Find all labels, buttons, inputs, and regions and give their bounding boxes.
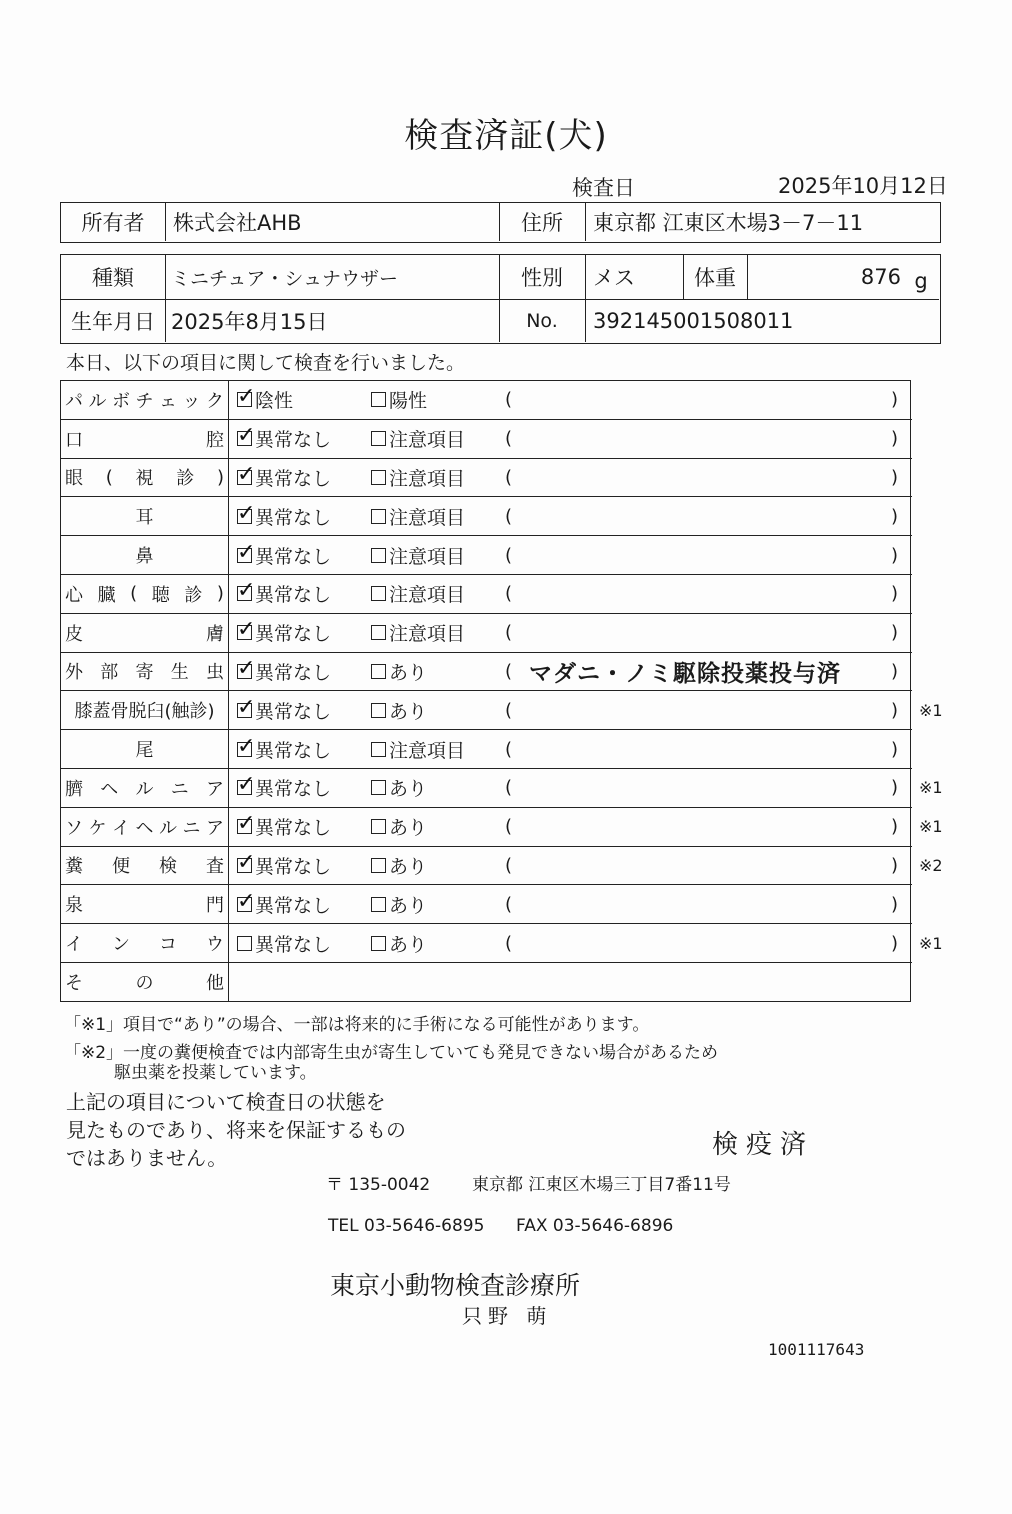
option-label: 異常なし <box>255 700 332 723</box>
option-normal[interactable] <box>237 691 331 729</box>
checkbox[interactable] <box>237 617 256 643</box>
option-abnormal[interactable] <box>371 691 427 729</box>
option-normal[interactable] <box>237 575 331 613</box>
option-normal[interactable] <box>237 653 331 691</box>
open-paren: ( <box>505 622 513 644</box>
option-label: 異常なし <box>255 429 332 452</box>
weight-value: 876 <box>860 265 901 289</box>
checklist-item-label <box>61 769 228 807</box>
option-normal[interactable] <box>237 924 331 962</box>
label-char: 診 <box>184 584 203 606</box>
checklist-item-label <box>61 536 228 574</box>
label-char: 検 <box>159 856 177 878</box>
clinic-tel: TEL 03-5646-6895 <box>328 1216 485 1236</box>
checkbox[interactable] <box>371 936 386 951</box>
checkbox[interactable] <box>371 548 386 563</box>
checkmark-icon: ✓ <box>237 578 256 604</box>
label-char: 生 <box>170 662 189 684</box>
inspection-date-label: 検査日 <box>572 176 635 200</box>
open-paren: ( <box>505 466 513 488</box>
label-char: の <box>135 973 154 994</box>
checklist-item-label <box>61 459 228 497</box>
label-char: 外 <box>65 662 83 684</box>
close-paren: ) <box>891 738 899 760</box>
label-char: 他 <box>206 973 224 994</box>
sex-label: 性別 <box>521 266 563 290</box>
quarantine-stamp: 検疫済 <box>712 1130 815 1160</box>
checkmark-icon: ✓ <box>237 694 256 720</box>
checkmark-icon: ✓ <box>237 888 256 914</box>
checklist-item-label <box>61 730 228 768</box>
label-char: 眼 <box>65 468 83 490</box>
checkbox[interactable] <box>371 431 386 446</box>
footnote-marker: ※1 <box>919 700 943 720</box>
open-paren: ( <box>505 893 513 915</box>
checkbox[interactable] <box>237 461 256 487</box>
label-char: 便 <box>112 856 130 878</box>
checkbox[interactable] <box>371 897 386 912</box>
checkbox[interactable] <box>371 703 386 718</box>
checkbox[interactable] <box>237 936 252 951</box>
option-abnormal[interactable] <box>371 924 427 962</box>
label-char: ェ <box>159 390 177 412</box>
checkbox[interactable] <box>371 858 386 873</box>
clinic-fax: FAX 03-5646-6896 <box>516 1216 674 1236</box>
open-paren: ( <box>505 816 513 838</box>
disclaimer-line-3: ではありません。 <box>66 1146 228 1170</box>
checkbox[interactable] <box>371 742 386 757</box>
checkbox[interactable] <box>371 470 386 485</box>
clinic-name: 東京小動物検査診療所 <box>330 1271 581 1300</box>
open-paren: ( <box>505 660 513 682</box>
checklist-row-other <box>61 963 912 1001</box>
label-char: ル <box>159 817 177 839</box>
open-paren: ( <box>505 544 513 566</box>
open-paren: ( <box>505 854 513 876</box>
checklist-table <box>60 380 943 1002</box>
checklist-row <box>61 536 912 575</box>
option-label: 異常なし <box>255 584 332 607</box>
option-normal[interactable] <box>237 847 331 885</box>
pet-info-grid <box>60 254 941 344</box>
checkbox[interactable] <box>237 694 256 720</box>
label-char: イ <box>65 934 83 956</box>
checklist-row <box>61 459 912 498</box>
close-paren: ) <box>891 622 899 644</box>
open-paren: ( <box>505 583 513 605</box>
checkbox[interactable] <box>237 849 256 875</box>
option-normal[interactable] <box>237 381 293 419</box>
close-paren: ) <box>891 816 899 838</box>
option-normal[interactable] <box>237 614 331 652</box>
checkmark-icon: ✓ <box>237 617 256 643</box>
checklist-item-label <box>61 614 228 652</box>
option-label: 注意項目 <box>389 623 466 646</box>
option-abnormal[interactable] <box>371 381 427 419</box>
option-abnormal[interactable] <box>371 497 465 535</box>
label-char: ( <box>105 466 113 488</box>
checkmark-icon: ✓ <box>237 423 256 449</box>
label-char: 耳 <box>135 507 154 529</box>
open-paren: ( <box>505 738 513 760</box>
checkbox[interactable] <box>237 384 256 410</box>
owner-label: 所有者 <box>81 211 145 235</box>
label-char: コ <box>159 934 177 956</box>
close-paren: ) <box>891 893 899 915</box>
checkbox[interactable] <box>371 819 386 834</box>
label-char: 腔 <box>206 429 224 451</box>
label-char: 膚 <box>206 623 224 645</box>
option-abnormal[interactable] <box>371 808 427 846</box>
option-label: 注意項目 <box>389 584 466 607</box>
number-value: 392145001508011 <box>593 309 794 333</box>
option-label: あり <box>389 778 428 801</box>
checklist-row <box>61 575 912 614</box>
checklist-item-label <box>61 653 228 691</box>
label-char: 部 <box>100 662 119 684</box>
checkbox[interactable] <box>237 578 256 604</box>
clinic-address: 東京都 江東区木場三丁目7番11号 <box>472 1175 731 1195</box>
other-label <box>61 963 228 1001</box>
checkbox[interactable] <box>237 539 256 565</box>
label-char: ( <box>130 583 138 605</box>
label-char: ソ <box>65 817 83 839</box>
checklist-item-label <box>61 847 228 885</box>
label-char: ニ <box>182 817 201 839</box>
checklist-row <box>61 497 912 536</box>
checkmark-icon: ✓ <box>237 461 256 487</box>
checklist-item-label <box>61 381 228 419</box>
label-char: ア <box>206 817 224 839</box>
open-paren: ( <box>505 389 513 411</box>
label-char: 糞 <box>65 856 83 878</box>
document-number: 1001117643 <box>768 1340 865 1359</box>
option-label: 異常なし <box>255 661 332 684</box>
checklist-row <box>61 769 943 808</box>
option-label: あり <box>389 817 428 840</box>
option-label: あり <box>389 855 428 878</box>
label-char: ウ <box>206 934 224 956</box>
close-paren: ) <box>891 466 899 488</box>
option-normal[interactable] <box>237 459 331 497</box>
option-label: あり <box>389 661 428 684</box>
checklist-row <box>61 847 943 886</box>
option-label: 注意項目 <box>389 545 466 568</box>
option-label: 異常なし <box>255 855 332 878</box>
label-char: 鼻 <box>135 546 154 568</box>
option-label: 異常なし <box>255 739 332 762</box>
breed-label: 種類 <box>92 266 134 290</box>
label-char: 虫 <box>206 662 224 684</box>
checkbox[interactable] <box>237 655 256 681</box>
checklist-item-label <box>61 420 228 458</box>
label-char: ク <box>206 390 224 412</box>
option-abnormal[interactable] <box>371 614 465 652</box>
label-char: 泉 <box>65 895 83 917</box>
label-char: 尾 <box>135 740 154 762</box>
document-title: 検査済証(犬) <box>404 116 608 156</box>
checkmark-icon: ✓ <box>237 539 256 565</box>
checklist-row <box>61 614 912 653</box>
label-char: ) <box>216 583 224 605</box>
option-label: 注意項目 <box>389 506 466 529</box>
label-char: 口 <box>65 429 83 451</box>
checkbox[interactable] <box>371 664 386 679</box>
label-char: ケ <box>88 817 107 839</box>
option-abnormal[interactable] <box>371 847 427 885</box>
option-abnormal[interactable] <box>371 653 427 691</box>
close-paren: ) <box>891 389 899 411</box>
close-paren: ) <box>891 854 899 876</box>
checklist-row <box>61 924 943 963</box>
label-char: 臓 <box>97 584 116 606</box>
disclaimer-line-2: 見たものであり、将来を保証するもの <box>66 1118 406 1142</box>
option-label: 注意項目 <box>389 739 466 762</box>
label-char: チ <box>135 390 154 412</box>
checklist-row <box>61 420 912 459</box>
close-paren: ) <box>891 660 899 682</box>
checkbox[interactable] <box>237 811 256 837</box>
checklist-row <box>61 653 912 692</box>
label-char: ヘ <box>100 778 119 800</box>
option-label: 異常なし <box>255 894 332 917</box>
label-char: 臍 <box>65 778 83 800</box>
open-paren: ( <box>505 699 513 721</box>
doctor-name: 只野 萌 <box>462 1304 553 1328</box>
owner-value: 株式会社AHB <box>173 211 302 235</box>
inspection-date-value: 2025年10月12日 <box>778 174 948 198</box>
note-2-line-2: 駆虫薬を投薬しています。 <box>114 1063 317 1083</box>
option-abnormal[interactable] <box>371 536 465 574</box>
label-char: ル <box>135 778 154 800</box>
label-char: 寄 <box>135 662 154 684</box>
close-paren: ) <box>891 699 899 721</box>
checkbox[interactable] <box>237 733 256 759</box>
label-char: 診 <box>176 468 195 490</box>
address-value: 東京都 江東区木場3－7－11 <box>593 211 864 235</box>
disclaimer <box>66 1088 406 1172</box>
label-char: ) <box>216 466 224 488</box>
label-char: パ <box>65 390 83 412</box>
note-2-line-1: 「※2」一度の糞便検査では内部寄生虫が寄生していても発見できない場合があるため <box>64 1043 719 1063</box>
label-char: イ <box>112 817 130 839</box>
note-1: 「※1」項目で“あり”の場合、一部は将来的に手術になる可能性があります。 <box>64 1015 650 1035</box>
checklist-item-label <box>61 497 228 535</box>
label-char: 膝蓋骨脱臼(触診) <box>74 701 215 723</box>
label-char: ボ <box>112 390 130 412</box>
option-normal[interactable] <box>237 808 331 846</box>
label-char: ニ <box>170 778 189 800</box>
close-paren: ) <box>891 505 899 527</box>
label-char: ヘ <box>135 817 154 839</box>
footnote-marker: ※2 <box>919 855 943 875</box>
close-paren: ) <box>891 583 899 605</box>
disclaimer-line-1: 上記の項目について検査日の状態を <box>66 1090 386 1114</box>
option-normal[interactable] <box>237 420 331 458</box>
option-label: 異常なし <box>255 933 332 956</box>
checkmark-icon: ✓ <box>237 772 256 798</box>
label-char: 門 <box>206 895 224 917</box>
label-char: 心 <box>65 584 83 606</box>
option-abnormal[interactable] <box>371 420 465 458</box>
checklist-item-label <box>61 924 228 962</box>
owner-info-grid <box>60 202 941 243</box>
option-label: 異常なし <box>255 545 332 568</box>
birth-date-value: 2025年8月15日 <box>171 310 328 334</box>
option-label: あり <box>389 933 428 956</box>
option-label: 異常なし <box>255 778 332 801</box>
footnote-marker: ※1 <box>919 817 943 837</box>
checkbox[interactable] <box>237 888 256 914</box>
checklist-item-label <box>61 885 228 923</box>
option-abnormal[interactable] <box>371 769 427 807</box>
checkbox[interactable] <box>371 392 386 407</box>
label-char: そ <box>65 973 83 994</box>
label-char: ン <box>112 934 130 956</box>
checkmark-icon: ✓ <box>237 849 256 875</box>
label-char: ル <box>88 390 107 412</box>
option-abnormal[interactable] <box>371 459 465 497</box>
checklist-item-label <box>61 575 228 613</box>
number-label: No. <box>526 310 558 332</box>
clinic-postal: 〒 135-0042 <box>326 1175 431 1195</box>
checklist-row <box>61 691 943 730</box>
option-normal[interactable] <box>237 730 331 768</box>
option-abnormal[interactable] <box>371 885 427 923</box>
checklist-item-label <box>61 808 228 846</box>
option-label: 異常なし <box>255 467 332 490</box>
checkmark-icon: ✓ <box>237 733 256 759</box>
checklist-row <box>61 808 943 847</box>
checklist-row <box>61 885 912 924</box>
breed-value: ミニチュア・シュナウザー <box>171 267 399 290</box>
open-paren: ( <box>505 777 513 799</box>
option-normal[interactable] <box>237 885 331 923</box>
option-label: 陰性 <box>255 390 294 413</box>
checkbox[interactable] <box>237 423 256 449</box>
intro-text: 本日、以下の項目に関して検査を行いました。 <box>66 352 466 374</box>
open-paren: ( <box>505 428 513 450</box>
option-label: あり <box>389 894 428 917</box>
label-char: ア <box>206 778 224 800</box>
option-abnormal[interactable] <box>371 730 465 768</box>
checklist-comment: マダニ・ノミ駆除投薬投与済 <box>529 660 841 687</box>
checkmark-icon: ✓ <box>237 384 256 410</box>
open-paren: ( <box>505 505 513 527</box>
footnote-marker: ※1 <box>919 933 943 953</box>
option-normal[interactable] <box>237 769 331 807</box>
checklist-row <box>61 381 912 420</box>
footnote-marker: ※1 <box>919 778 943 798</box>
label-char: ッ <box>182 390 201 412</box>
checkmark-icon: ✓ <box>237 811 256 837</box>
weight-label: 体重 <box>694 266 736 290</box>
close-paren: ) <box>891 777 899 799</box>
option-label: あり <box>389 700 428 723</box>
birth-date-label: 生年月日 <box>71 310 155 334</box>
option-abnormal[interactable] <box>371 575 465 613</box>
option-normal[interactable] <box>237 497 331 535</box>
open-paren: ( <box>505 932 513 954</box>
label-char: 視 <box>135 468 154 490</box>
option-label: 陽性 <box>389 390 428 413</box>
checklist-item-label <box>61 691 228 729</box>
weight-unit: g <box>914 269 928 293</box>
label-char: 聴 <box>151 584 170 606</box>
checkbox[interactable] <box>371 509 386 524</box>
checkmark-icon: ✓ <box>237 500 256 526</box>
sex-value: メス <box>593 266 635 290</box>
checkbox[interactable] <box>237 500 256 526</box>
option-normal[interactable] <box>237 536 331 574</box>
option-label: 異常なし <box>255 623 332 646</box>
checkbox[interactable] <box>371 625 386 640</box>
close-paren: ) <box>891 932 899 954</box>
option-label: 注意項目 <box>389 429 466 452</box>
option-label: 異常なし <box>255 506 332 529</box>
close-paren: ) <box>891 428 899 450</box>
checklist-row <box>61 730 912 769</box>
option-label: 異常なし <box>255 817 332 840</box>
checkmark-icon: ✓ <box>237 655 256 681</box>
checkbox[interactable] <box>371 780 386 795</box>
close-paren: ) <box>891 544 899 566</box>
address-label: 住所 <box>521 211 563 235</box>
option-label: 注意項目 <box>389 467 466 490</box>
checkbox[interactable] <box>237 772 256 798</box>
label-char: 査 <box>206 856 224 878</box>
checkbox[interactable] <box>371 586 386 601</box>
label-char: 皮 <box>65 623 83 645</box>
